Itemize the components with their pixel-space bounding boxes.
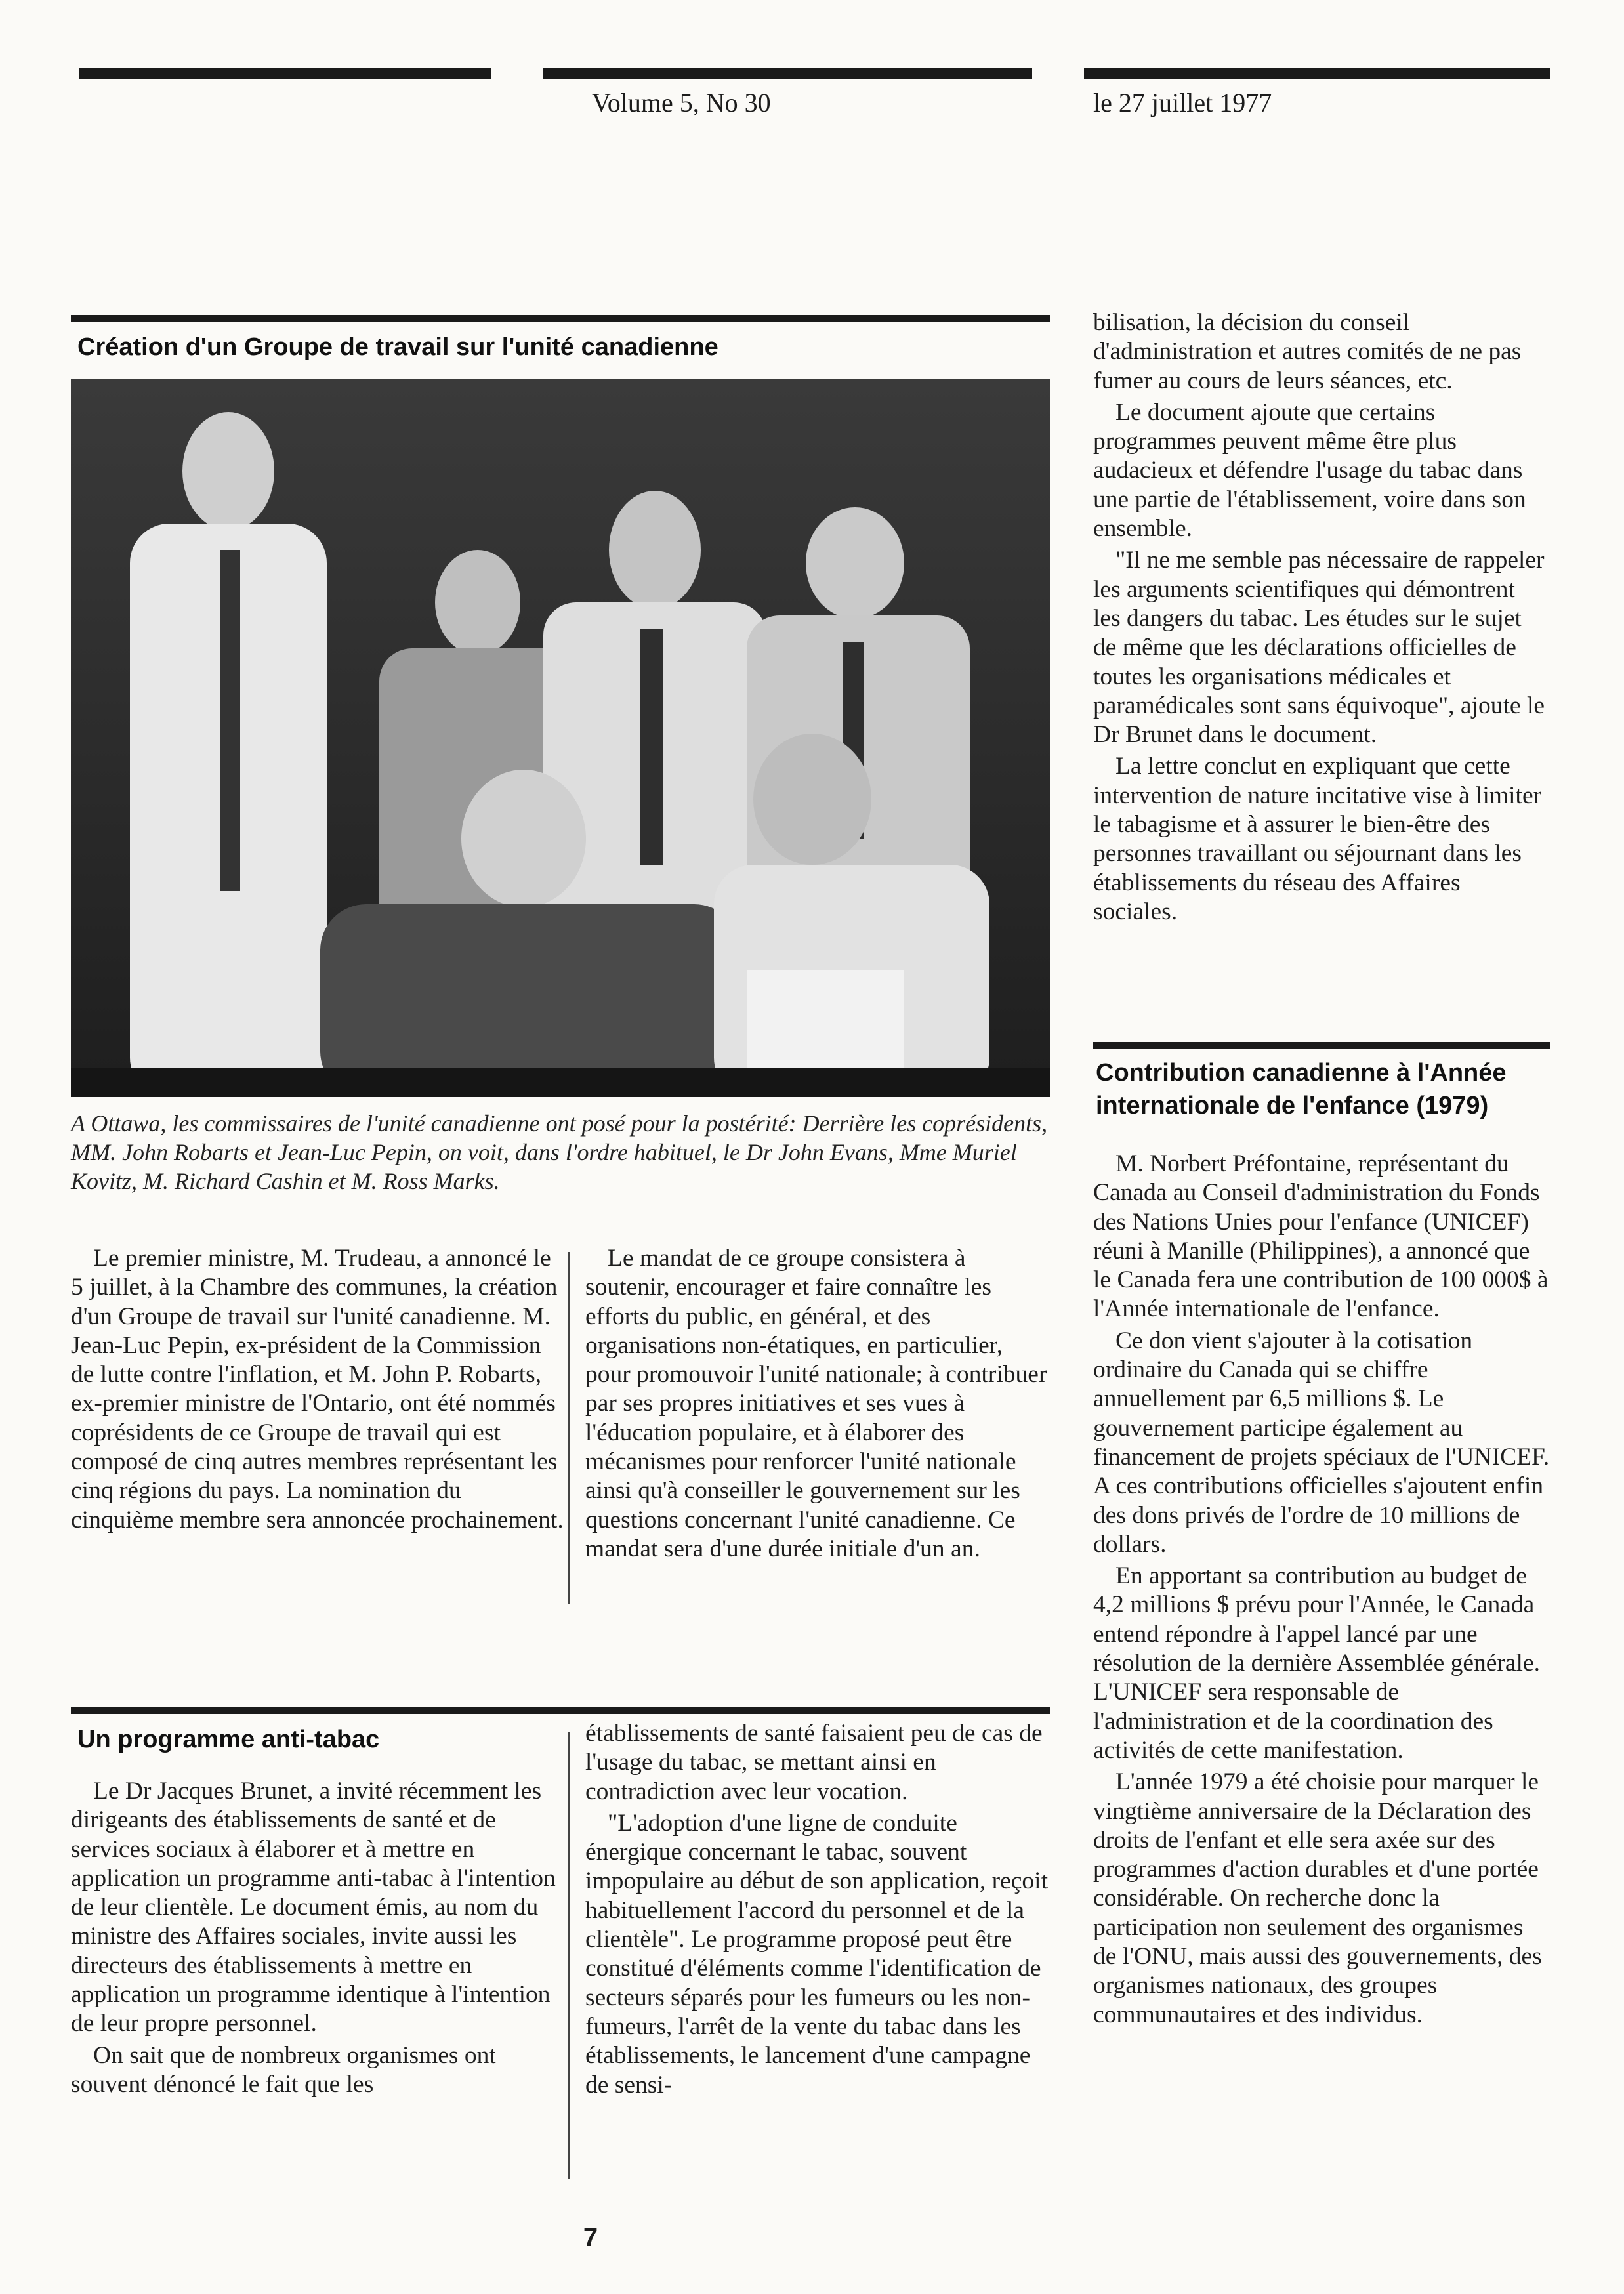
article1-column-2 (585, 1244, 1052, 1566)
photo-caption: A Ottawa, les commissaires de l'unité canadienne ont posé pour la postérité: Derrière les coprésidents, MM. John Robarts et Jean-Luc Pepin, on voit, dans l'ordre habituel, le Dr John Evans, Mme Muriel Kovitz, M. Richard Cashin et M. Ross Marks. (71, 1110, 1048, 1194)
issue-date: le 27 juillet 1977 (1093, 88, 1272, 117)
article3-paragraph-4: L'année 1979 a été choisie pour marquer le vingtième anniversaire de la Déclaration des droits de l'enfant et elle sera axée sur des programmes d'action durables et d'une portée considérable. On recherche donc la participation non seulement des organismes de l'ONU, mais aussi des gouvernements, des organismes nationaux, des groupes communautaires et des individus. (1093, 1768, 1542, 2028)
volume-number: Volume 5, No 30 (592, 88, 771, 117)
article3-column (1093, 1150, 1550, 2032)
article1-col1-paragraph: Le premier ministre, M. Trudeau, a annoncé le 5 juillet, à la Chambre des communes, la création d'un Groupe de travail sur l'unité canadienne. M. Jean-Luc Pepin, ex-président de la Commission de lutte contre l'inflation, et M. John P. Robarts, ex-premier ministre de l'Ontario, ont été nommés coprésidents de ce Groupe de travail qui est composé de cinq autres membres représentant les cinq régions du pays. La nomination du cinquième membre sera annoncée prochainement. (71, 1245, 564, 1533)
article2-column-divider (568, 1732, 570, 2179)
article2-title: Un programme anti-tabac (77, 1726, 380, 1753)
article3-paragraph-3: En apportant sa contribution au budget de 4,2 millions $ prévu pour l'Année, le Canada entend répondre à l'appel lancé par une résolution de la dernière Assemblée générale. L'UNICEF sera responsable de l'administration et de la coordination des activités de cette manifestation. (1093, 1562, 1540, 1764)
article1-col2-paragraph: Le mandat de ce groupe consistera à soutenir, encourager et faire connaître les efforts du public, en général, et des organisations non-étatiques, en particulier, pour promouvoir l'unité nationale; à contribuer par ses propres initiatives et ses vues à l'éducation populaire, et à élaborer des mécanismes pour renforcer l'unité nationale ainsi qu'à conseiller le gouvernement sur les questions concernant l'unité canadienne. Ce mandat sera d'une durée initiale d'un an. (585, 1245, 1047, 1562)
article2-column-1 (71, 1777, 564, 2102)
article2-col3-paragraph-2: Le document ajoute que certains programmes peuvent même être plus audacieux et défendre l'usage du tabac dans une partie de l'établissement, voire dans son ensemble. (1093, 398, 1526, 543)
article2-col1-paragraph-1: Le Dr Jacques Brunet, a invité récemment les dirigeants des établissements de santé et de services sociaux à élaborer et à mettre en application un programme anti-tabac à l'intention de leur clientèle. Le document émis, au nom du ministre des Affaires sociales, invite aussi les directeurs des établissements à mettre en application un programme identique à l'intention de leur propre personnel. (71, 1778, 556, 2037)
article2-col3-paragraph-3: "Il ne me semble pas nécessaire de rappeler les arguments scientifiques qui démontrent les dangers du tabac. Les études sur le sujet de même que les déclarations officielles de toutes les organisations médicales et paramédicales sont sans équivoque", ajoute le Dr Brunet dans le document. (1093, 547, 1545, 749)
article2-column-3 (1093, 308, 1546, 929)
header-rule-center (543, 68, 1032, 79)
article3-paragraph-2: Ce don vient s'ajouter à la cotisation ordinaire du Canada qui se chiffre annuellement par 6,5 millions $. Le gouvernement participe également au financement de projets spéciaux de l'UNICEF. A ces contributions officielles s'ajoutent enfin des dons privés de l'ordre de 10 millions de dollars. (1093, 1327, 1550, 1558)
page-number: 7 (583, 2223, 598, 2252)
article2-col3-paragraph-4: La lettre conclut en expliquant que cette intervention de nature incitative vise à limiter le tabagisme et à assurer le bien-être des personnes travaillant ou séjournant dans les établissements du réseau des Affaires sociales. (1093, 753, 1542, 925)
group-photo (71, 379, 1050, 1097)
article2-col3-paragraph-1: bilisation, la décision du conseil d'administration et autres comités de ne pas fumer au cours de leurs séances, etc. (1093, 309, 1522, 394)
article1-rule (71, 315, 1050, 322)
article2-col1-paragraph-2: On sait que de nombreux organismes ont souvent dénoncé le fait que les (71, 2041, 496, 2098)
header-rule-right (1084, 68, 1550, 79)
article2-col2-paragraph-1: établissements de santé faisaient peu de cas de l'usage du tabac, se mettant ainsi en contradiction avec leur vocation. (585, 1720, 1043, 1805)
article2-col2-paragraph-2: "L'adoption d'une ligne de conduite énergique concernant le tabac, souvent impopulaire au début de son application, reçoit habituellement l'accord du personnel et de la clientèle". Le programme proposé peut être constitué d'éléments comme l'identification de secteurs séparés pour les fumeurs ou les non-fumeurs, l'arrêt de la vente du tabac dans les établissements, le lancement d'une campagne de sensi- (585, 1809, 1048, 2098)
article3-title: Contribution canadienne à l'Année internationale de l'enfance (1979) (1096, 1059, 1507, 1119)
article3-paragraph-1: M. Norbert Préfontaine, représentant du Canada au Conseil d'administration du Fonds des Nations Unies pour l'enfance (UNICEF) réuni à Manille (Philippines), a annoncé que le Canada fera une contribution de 100 000$ à l'Année internationale de l'enfance. (1093, 1150, 1549, 1323)
header-rule-left (79, 68, 491, 79)
article1-column-divider (568, 1252, 570, 1604)
article3-rule (1093, 1042, 1550, 1049)
article1-title: Création d'un Groupe de travail sur l'unité canadienne (77, 333, 718, 361)
article1-column-1 (71, 1244, 564, 1537)
article2-rule (71, 1707, 1050, 1714)
article2-column-2 (585, 1719, 1052, 2102)
